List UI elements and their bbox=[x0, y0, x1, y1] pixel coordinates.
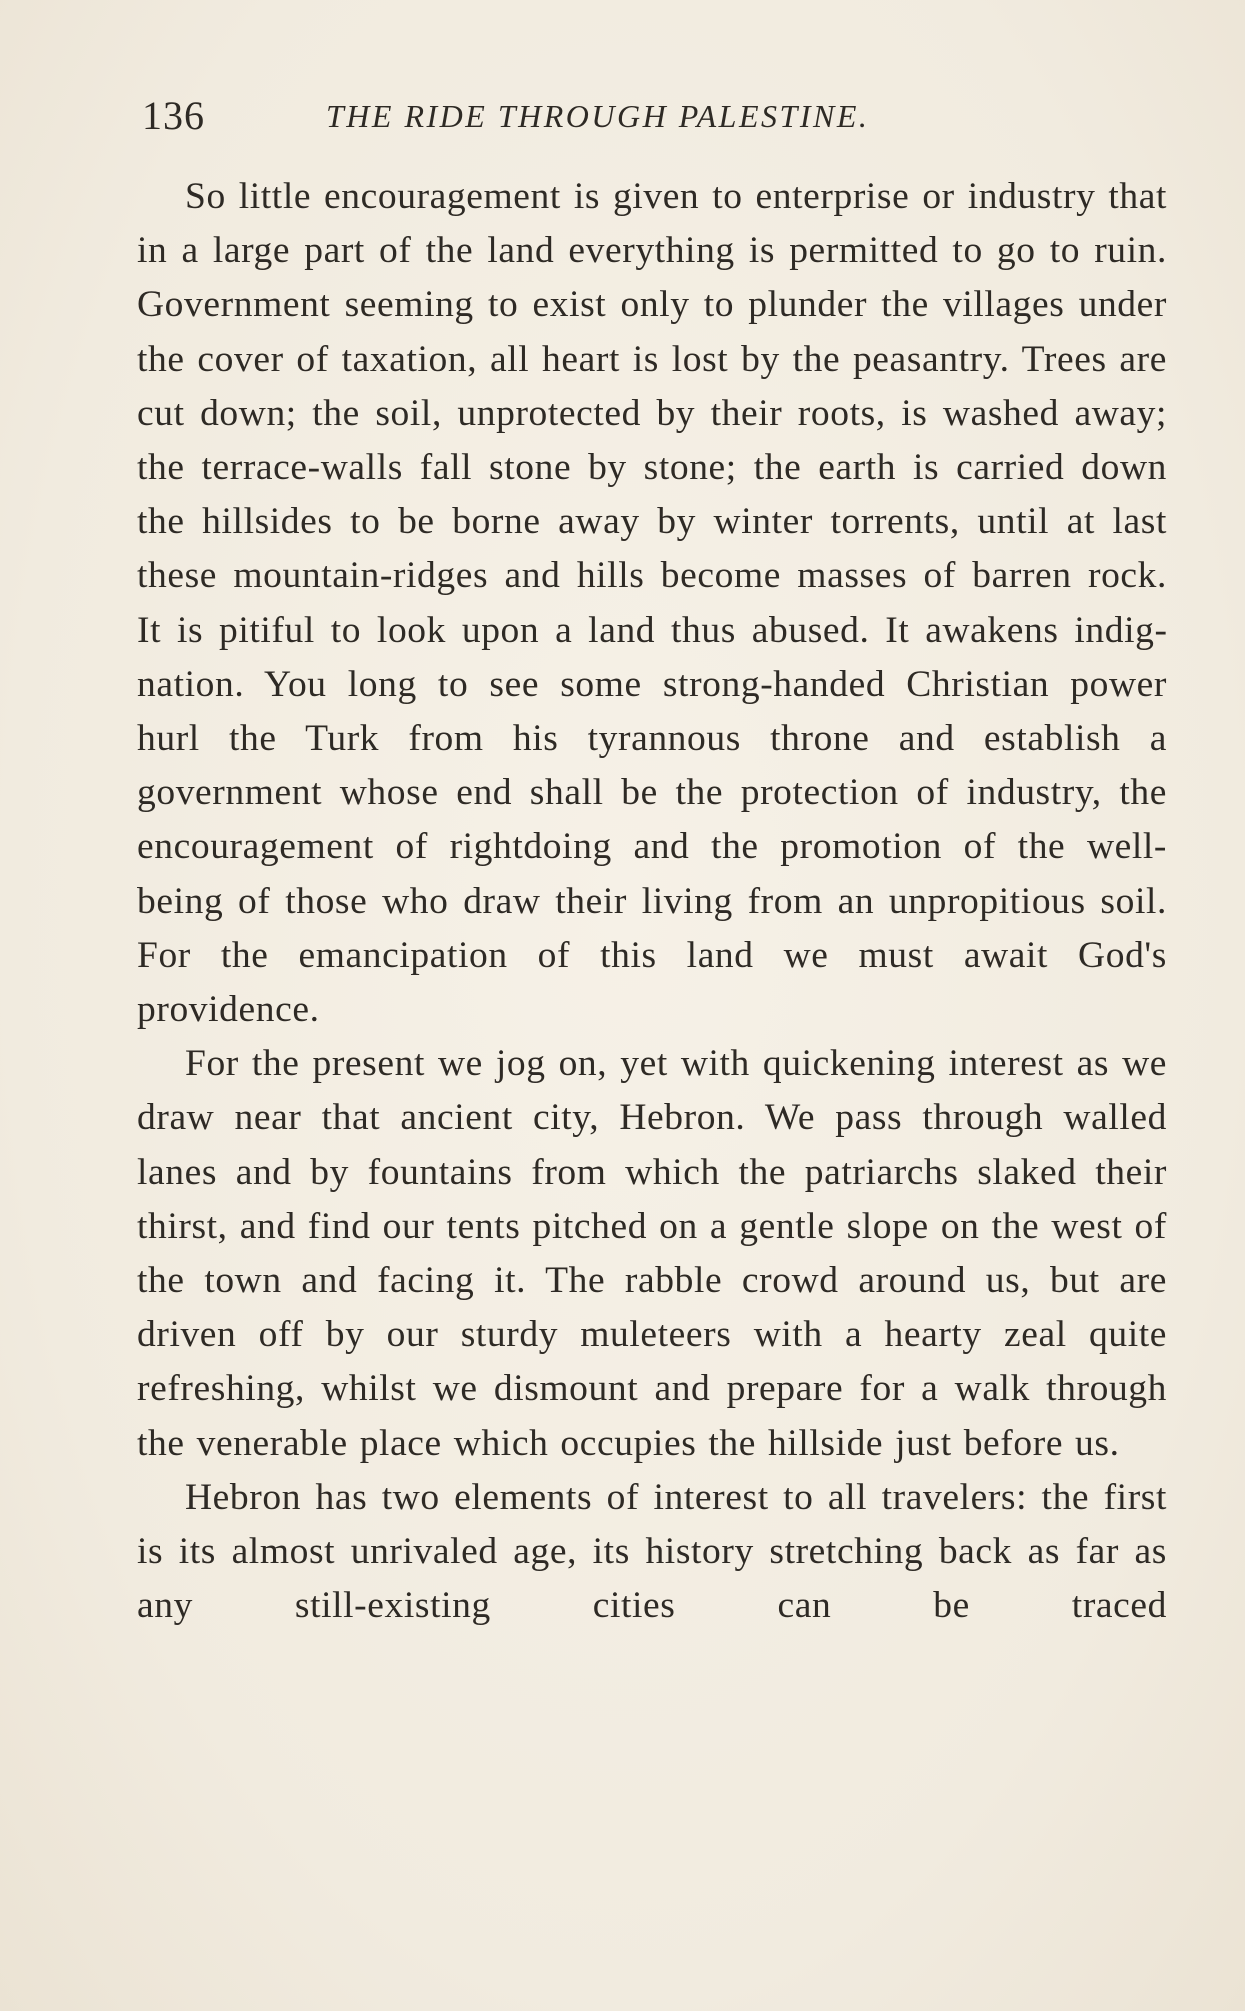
paragraph-hebron-approach: For the present we jog on, yet with quickening interest as we draw near that ancient city, Hebron. We pass through walled lanes and by fountains from which the patriarchs slaked their thirst, and find our tents pitched on a gentle slope on the west of the town and facing it. The rabble crowd around us, but are driven off by our sturdy muleteers with a hearty zeal quite refreshing, whilst we dismount and prepare for a walk through the venerable place which occupies the hillside just before us. bbox=[137, 1043, 1167, 1464]
paragraph-hebron-interest: Hebron has two elements of interest to all travelers: the first is its almost unrivaled age, its history stretching back as far as any still-existing cities can be traced bbox=[137, 1476, 1167, 1627]
body-text bbox=[137, 170, 1167, 1633]
running-head: THE RIDE THROUGH PALESTINE. bbox=[326, 98, 870, 134]
paragraph-enterprise: So little encouragement is given to enterprise or industry that in a large part of the land everything is permitted to go to ruin. Government seeming to exist only to plunder the villages under the cover of taxation, all heart is lost by the peasantry. Trees are cut down; the soil, unprotected by their roots, is washed away; the terrace-walls fall stone by stone; the earth is carried down the hillsides to be borne away by winter torrents, until at last these mountain-ridges and hills become masses of barren rock. It is pitiful to look upon a land thus abused. It awakens indignation. You long to see some strong-handed Christian power hurl the Turk from his tyrannous throne and establish a government whose end shall be the protection of industry, the encouragement of rightdoing and the promotion of the well-being of those who draw their living from an unpropitious soil. For the emancipation of this land we must await God's providence. bbox=[137, 176, 1167, 1031]
page-number: 136 bbox=[142, 93, 205, 138]
page-header bbox=[142, 92, 1172, 142]
